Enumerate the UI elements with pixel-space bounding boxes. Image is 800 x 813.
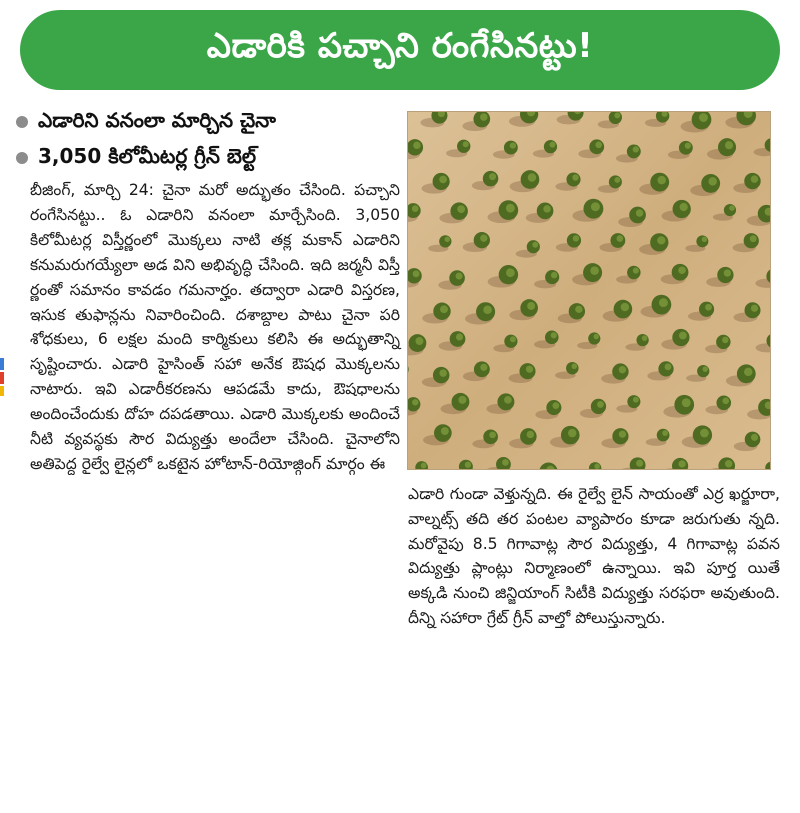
sapling-highlight <box>633 397 639 403</box>
sapling-highlight <box>751 434 758 441</box>
sapling-highlight <box>413 142 420 149</box>
subheadline-item <box>16 140 400 176</box>
sapling-highlight <box>502 459 509 466</box>
sapling-highlight <box>700 429 709 438</box>
sapling-highlight <box>441 427 449 435</box>
sapling-highlight <box>685 143 691 149</box>
sapling-highlight <box>439 369 446 376</box>
sapling-highlight <box>549 142 555 148</box>
sapling-highlight <box>552 402 559 409</box>
sapling-highlight <box>413 270 420 277</box>
sapling-highlight <box>412 205 419 212</box>
sapling-highlight <box>702 237 707 242</box>
sapling-highlight <box>678 460 685 467</box>
sapling-highlight <box>506 268 515 277</box>
sapling-highlight <box>705 304 712 311</box>
sapling-highlight <box>590 266 599 275</box>
sapling-highlight <box>614 112 620 118</box>
sapling-highlight <box>456 333 463 340</box>
sapling-highlight <box>722 337 728 343</box>
article-body-left: బీజింగ్, మార్చి 24: చైనా మరో అద్భుతం చేసింది. పచ్చాని రంగేసినట్టు.. ఓ ఎడారిని వనంలా మార్చేసింది. 3,050 కిలోమీటర్ల విస్తీర్ణంలో మొక్కలు నాటి తక్ల మకాన్ ఎడారిని కనుమరుగయ్యేలా అడ విని అభివృద్ధి చేసింది. ఇది జర్మనీ విస్తీ ర్ణంతో సమానం కావడం గమనార్హం. తద్వారా ఎడారి విస్తరణ, ఇసుక తుఫాన్లను నివారించింది. దశాబ్దాల పాటు చైనా పరి శోధకులు, 6 లక్షల మంది కార్మికులు కలిసి ఈ అద్భుతాన్ని సృష్టించారు. ఎడారి హైసింత్ సహా అనేక ఔషధ మొక్కలను నాటారు. ఇవి ఎడారీకరణను ఆపడమే కాదు, ఔషధాలను అందించేందుకు దోహ దపడతాయి. ఎడారి మొక్కలకు అందించే నీటి వ్యవస్థకు సౌర విద్యుత్తు అందేలా చేసింది. చైనాలోని అతిపెద్ద రైల్వే లైన్లలో ఒకటైన హోటాన్-రియోజ్గింగ్ మార్గం ఈ <box>30 181 400 473</box>
sapling-highlight <box>571 363 577 369</box>
sapling <box>696 235 708 247</box>
sapling-highlight <box>633 268 639 274</box>
sapling-highlight <box>657 236 665 244</box>
sapling-highlight <box>568 429 576 437</box>
sapling-highlight <box>636 460 643 467</box>
sapling-highlight <box>415 337 423 345</box>
sapling-highlight <box>527 431 534 438</box>
sapling-highlight <box>480 113 488 121</box>
sapling-highlight <box>617 235 624 242</box>
sapling-highlight <box>724 269 731 276</box>
sapling-highlight <box>594 334 599 339</box>
sapling-highlight <box>744 368 752 376</box>
sapling <box>566 362 578 374</box>
sapling-highlight <box>527 302 535 310</box>
sapling-highlight <box>659 298 668 307</box>
sapling-highlight <box>572 174 578 180</box>
subheadline-list <box>16 104 400 176</box>
bullet-dot-icon <box>16 116 28 128</box>
sapling-highlight <box>456 273 463 280</box>
sapling <box>697 365 709 377</box>
sapling-highlight <box>751 175 758 182</box>
sapling-highlight <box>614 177 620 183</box>
subheadline-text: 3,050 కిలోమీటర్ల గ్రీన్ బెల్ట్ <box>38 143 257 168</box>
sapling-highlight <box>551 272 557 278</box>
sapling-highlight <box>621 303 629 311</box>
sapling <box>724 204 736 216</box>
sapling-highlight <box>457 205 465 213</box>
sapling-highlight <box>575 306 582 313</box>
sapling-highlight <box>722 398 729 405</box>
sapling-highlight <box>619 431 626 438</box>
sapling-highlight <box>526 366 533 373</box>
sapling-highlight <box>665 363 672 370</box>
sapling-highlight <box>510 142 516 148</box>
sapling-highlight <box>636 209 644 217</box>
sapling-highlight <box>506 204 515 213</box>
sapling-highlight <box>440 305 448 313</box>
sapling-highlight <box>489 173 496 180</box>
sapling-highlight <box>657 176 665 184</box>
sapling-highlight <box>662 430 668 436</box>
subheadline-item <box>16 104 400 140</box>
sapling-highlight <box>750 235 757 242</box>
sapling-highlight <box>528 173 536 181</box>
sapling-highlight <box>532 242 538 248</box>
article-body-right: ఎడారి గుండా వెళ్తున్నది. ఈ రైల్వే లైన్ సాయంతో ఎర్ర ఖర్జూరా, వాల్నట్స్ తది తర పంటల వ్యాపారం కూడా జరుగుతు న్నది. మరోవైపు 8.5 గిగావాట్ల సౌర విద్యుత్తు, 4 గిగావాట్ల పవన విద్యుత్తు ప్లాంట్లు నిర్మాణంలో ఉన్నాయి. ఇవి పూర్త యితే అక్కడి నుంచి జిన్జియాంగ్ సిటీకి విద్యుత్తు సరఫరా అవుతుంది. దీన్ని సహారా గ్రేట్ గ్రీన్ వాల్తో పోలుస్తున్నారు. <box>408 485 780 627</box>
sapling-highlight <box>751 305 758 312</box>
sapling-highlight <box>725 460 733 468</box>
sapling <box>588 332 600 344</box>
sapling-highlight <box>619 366 626 373</box>
sapling-highlight <box>573 235 579 241</box>
sapling-highlight <box>597 401 604 408</box>
sapling-highlight <box>708 177 716 185</box>
sapling-highlight <box>445 237 451 243</box>
sapling-highlight <box>725 141 733 149</box>
sapling-highlight <box>480 364 487 371</box>
headline-banner <box>20 10 780 90</box>
sapling <box>439 235 451 247</box>
photo-canvas <box>408 112 770 469</box>
article-right-column <box>408 482 780 631</box>
sapling-highlight <box>591 202 600 211</box>
sapling-highlight <box>595 141 602 148</box>
subheadline-text: ఎడారిని వనంలా మార్చిన చైనా <box>38 107 276 132</box>
sapling <box>636 334 648 346</box>
article-left-column <box>30 178 400 477</box>
sapling-highlight <box>678 266 686 274</box>
sapling-highlight <box>679 332 687 340</box>
sapling-highlight <box>421 463 427 469</box>
sapling-highlight <box>633 146 639 152</box>
sapling-highlight <box>699 113 708 122</box>
sapling-highlight <box>642 335 648 341</box>
desert-saplings-photo <box>407 111 771 470</box>
sapling-highlight <box>510 336 516 342</box>
sapling-highlight <box>543 205 551 213</box>
headline-title: ఎడారికి పచ్చాని రంగేసినట్టు! <box>206 26 594 66</box>
sapling-highlight <box>729 205 734 210</box>
sapling-highlight <box>458 396 466 404</box>
sapling-highlight <box>439 176 447 184</box>
sapling-highlight <box>551 332 557 338</box>
sapling-highlight <box>594 464 600 469</box>
sapling-highlight <box>480 235 487 242</box>
sapling-highlight <box>463 141 469 147</box>
sapling-highlight <box>702 366 708 372</box>
margin-color-marks <box>0 358 6 398</box>
bullet-dot-icon <box>16 152 28 164</box>
sapling-highlight <box>504 396 512 404</box>
sapling-highlight <box>412 399 418 405</box>
sapling-highlight <box>483 305 492 314</box>
sapling-highlight <box>489 432 496 439</box>
sapling-highlight <box>680 203 688 211</box>
sapling-highlight <box>682 398 691 407</box>
sapling-highlight <box>465 462 471 468</box>
